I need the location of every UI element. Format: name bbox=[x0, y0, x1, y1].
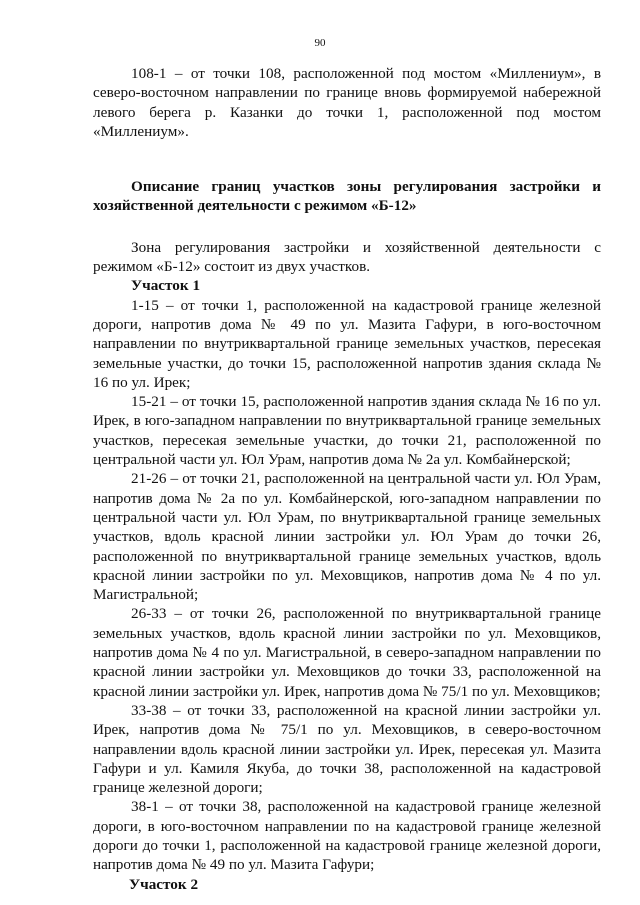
plot-2-title: Участок 2 bbox=[129, 875, 199, 893]
intro-paragraph: 108-1 – от точки 108, расположенной под мостом «Миллениум», в северо-восточном направлении по границе вновь формируемой набережной левого берега р. Казанки до точки 1, расположенной под мостом «Миллениум». bbox=[93, 65, 601, 140]
plot-1-item: 38-1 – от точки 38, расположенной на кадастровой границе железной дороги, в юго-восточном направлении по на кадастровой границе железной дороги до точки 1, расположенной на кадастровой границе железной дороги, напротив дома № 49 по ул. Мазита Гафури; bbox=[93, 798, 601, 874]
section-heading: Описание границ участков зоны регулирования застройки и хозяйственной деятельности с режимом «Б-12» bbox=[93, 178, 601, 215]
plot-1-item: 15-21 – от точки 15, расположенной напротив здания склада № 16 по ул. Ирек, в юго-западном направлении по внутриквартальной границе земельных участков, пересекая земельные участки, до точки 21, расположенной по центральной части ул. Юл Урам, напротив дома № 2а ул. Комбайнерской; bbox=[93, 393, 601, 469]
page-number: 90 bbox=[314, 37, 326, 49]
plot-1-item: 26-33 – от точки 26, расположенной по внутриквартальной границе земельных участков, вдоль красной линии застройки по ул. Меховщиков, напротив дома № 4 по ул. Магистральной, в северо-западном направлении по красной линии застройки ул. Меховщиков до точки 33, расположенной на красной линии застройки ул. Ирек, напротив дома № 75/1 по ул. Меховщиков; bbox=[93, 605, 601, 700]
plot-1-title: Участок 1 bbox=[131, 277, 201, 295]
plot-1-item: 1-15 – от точки 1, расположенной на кадастровой границе железной дороги, напротив дома № 49 по ул. Мазита Гафури, в юго-восточном направлении по внутриквартальной границе земельных участков, пересекая земельные участки, до точки 15, расположенной напротив здания склада № 16 по ул. Ирек; bbox=[93, 296, 601, 391]
plot-1-item: 33-38 – от точки 33, расположенной на красной линии застройки ул. Ирек, напротив дома № 75/1 по ул. Меховщиков, в северо-восточном направлении вдоль красной линии застройки ул. Ирек, пересекая ул. Мазита Гафури и ул. Камиля Якуба, до точки 38, расположенной на кадастровой границе железной дороги; bbox=[93, 701, 601, 797]
plot-1-item: 21-26 – от точки 21, расположенной на центральной части ул. Юл Урам, напротив дома № 2а по ул. Комбайнерской, юго-западном направлении по центральной части ул. Юл Урам, по внутриквартальной границе земельных участков, вдоль красной линии застройки ул. Юл Урам до точки 26, расположенной по внутриквартальной границе земельных участков, вдоль красной линии застройки по ул. Меховщиков, напротив дома № 4 по ул. Магистральной; bbox=[93, 470, 601, 604]
section-intro: Зона регулирования застройки и хозяйственной деятельности с режимом «Б-12» состоит из двух участков. bbox=[93, 238, 601, 276]
document-body bbox=[93, 64, 601, 894]
